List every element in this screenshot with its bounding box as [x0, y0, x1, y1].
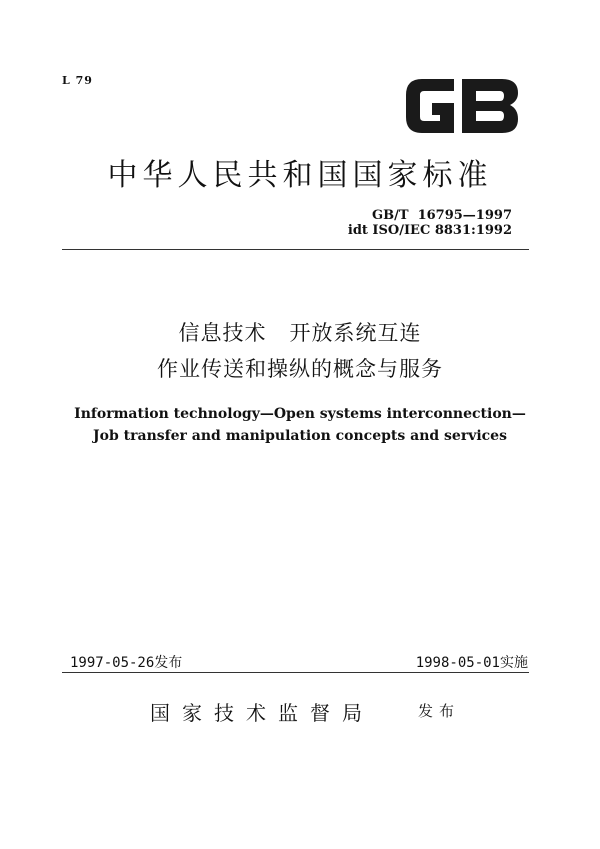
classification-code: L 79: [62, 74, 93, 87]
header-divider: [62, 249, 529, 250]
main-title: 中华人民共和国国家标准: [107, 158, 493, 193]
issuer-name: 国家技术监督局: [150, 701, 374, 725]
issue-label: 发布: [154, 655, 183, 671]
en-title-line1: Information technology—Open systems interconnection—: [74, 406, 526, 422]
gb-logo: [402, 75, 522, 137]
footer-divider: [62, 672, 529, 673]
adoption-note: idt ISO/IEC 8831:1992: [347, 223, 512, 238]
cn-title-line2: 作业传送和操纵的概念与服务: [157, 357, 443, 381]
implement-date: 1998-05-01: [415, 655, 500, 671]
standard-number-block: [348, 208, 512, 238]
implement-date-block: [416, 652, 528, 672]
cn-title-line1: 信息技术 开放系统互连: [178, 321, 422, 345]
en-title-line2: Job transfer and manipulation concepts and services: [93, 428, 507, 444]
issue-date: 1997-05-26: [70, 655, 155, 671]
issue-date-block: [70, 652, 182, 672]
issuer-tag: 发布: [418, 702, 461, 720]
implement-label: 实施: [500, 655, 528, 671]
standard-number: GB/T 16795—1997: [372, 208, 512, 223]
